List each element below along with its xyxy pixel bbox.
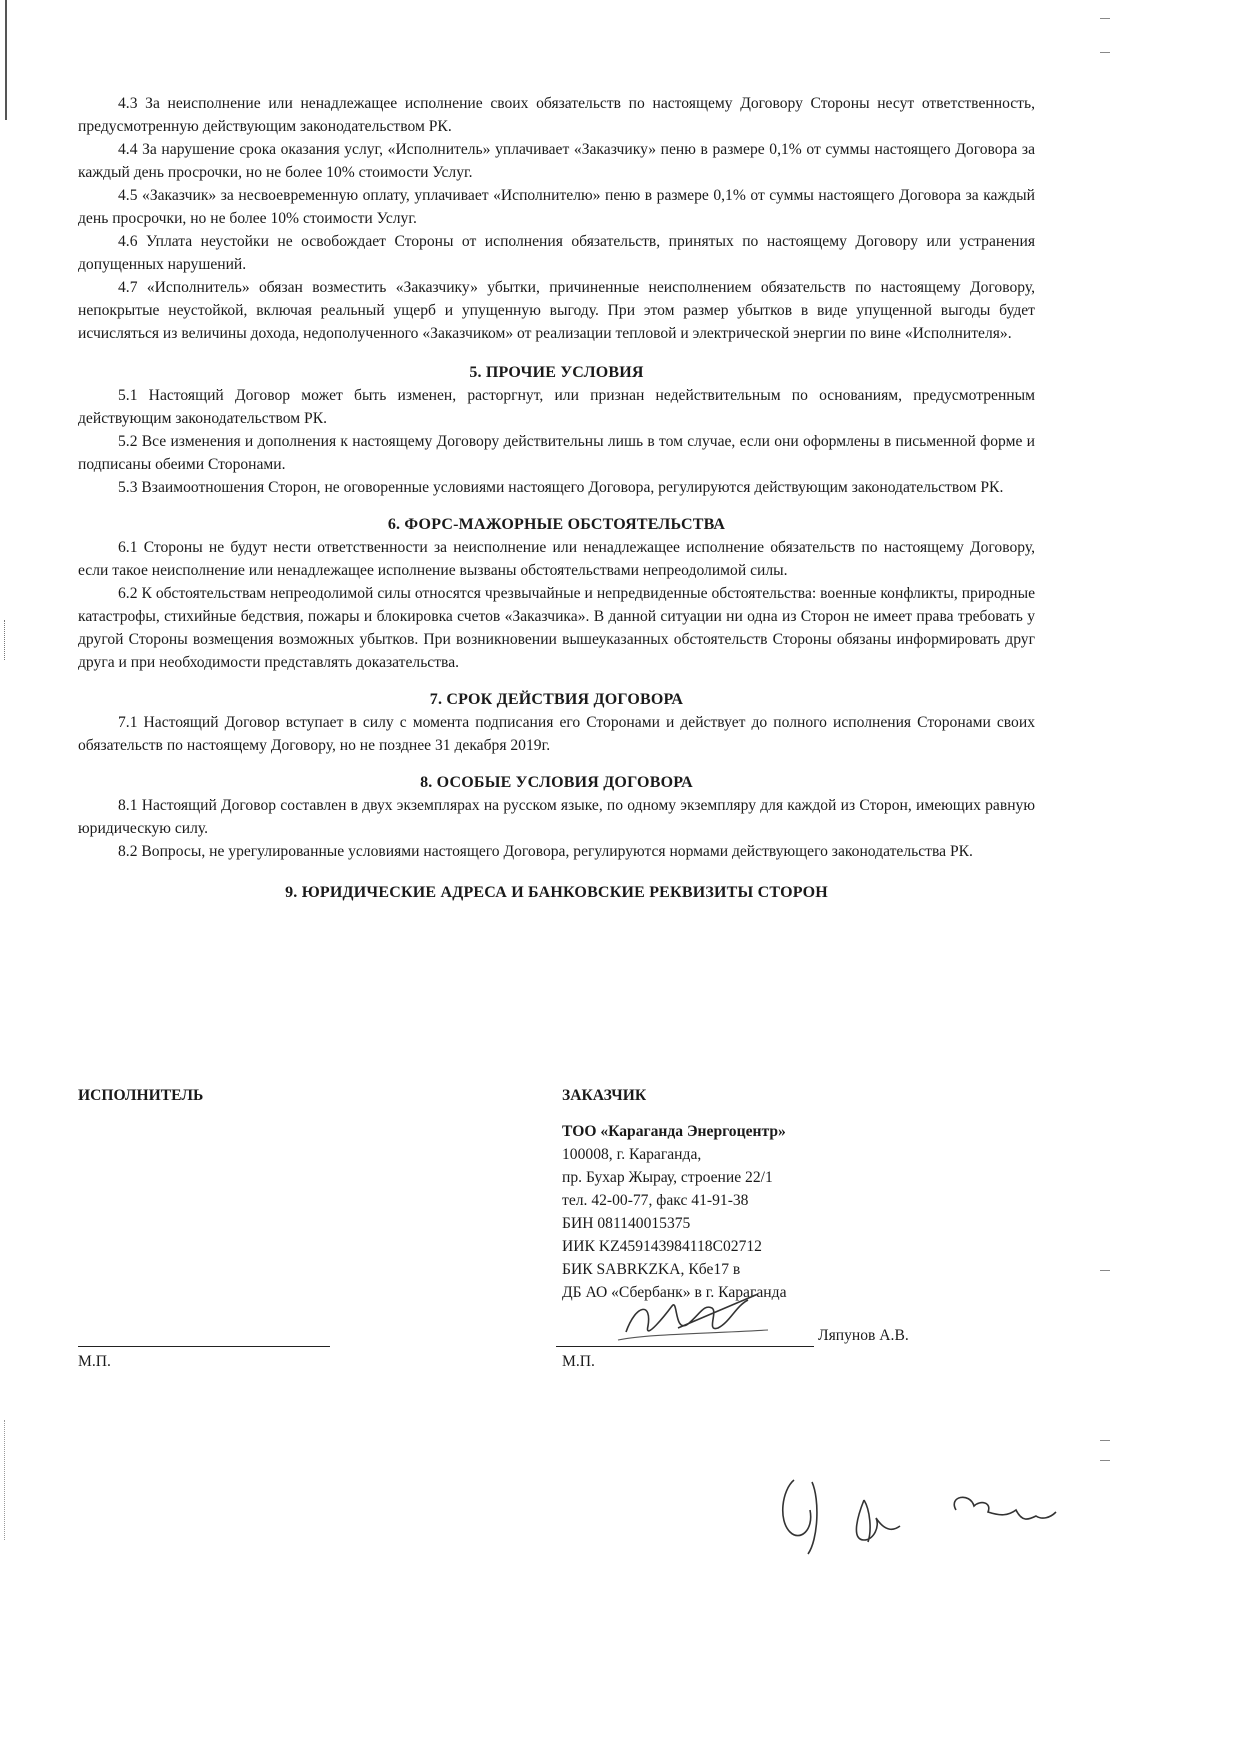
scan-edge-mark [5, 0, 7, 120]
scan-artifact [1100, 1270, 1110, 1271]
scan-artifact [1100, 18, 1110, 19]
customer-org-name: ТОО «Караганда Энергоцентр» [562, 1123, 786, 1140]
clause-8-1: 8.1 Настоящий Договор составлен в двух экземплярах на русском языке, по одному экземпляру для каждой из Сторон, имеющих равную юридическую силу. [78, 797, 1035, 837]
requisite-line: ДБ АО «Сбербанк» в г. Караганда [562, 1284, 787, 1301]
page-initials-signatures [760, 1470, 1060, 1560]
clause-4-7: 4.7 «Исполнитель» обязан возместить «Заказчику» убытки, причиненные неисполнением обязательств по настоящему Договору, непокрытые неустойкой, включая реальный ущерб и упущенную выгоду. При этом размер убытков в виде упущенной выгоды будет исчисляться из величины дохода, недополученного «Заказчиком» от реализации тепловой и электрической энергии по вине «Исполнителя». [78, 279, 1035, 342]
requisite-line: пр. Бухар Жырау, строение 22/1 [562, 1169, 773, 1186]
clause-6-1: 6.1 Стороны не будут нести ответственности за неисполнение или ненадлежащее исполнение обязательств по настоящему Договору, если такое неисполнение или ненадлежащее исполнение вызваны обстоятельствами непреодолимой силы. [78, 539, 1035, 579]
customer-title: ЗАКАЗЧИК [562, 1087, 647, 1104]
scan-artifact [4, 620, 6, 660]
section-5-heading: 5. ПРОЧИЕ УСЛОВИЯ [469, 364, 644, 381]
contractor-signature-line [78, 1346, 330, 1347]
contractor-title: ИСПОЛНИТЕЛЬ [78, 1087, 204, 1104]
clause-5-3: 5.3 Взаимоотношения Сторон, не оговоренные условиями настоящего Договора, регулируются действующим законодательством РК. [118, 479, 1004, 496]
signer-name: Ляпунов А.В. [818, 1327, 909, 1344]
parties-block [78, 1084, 1035, 1384]
section-8-heading: 8. ОСОБЫЕ УСЛОВИЯ ДОГОВОРА [420, 774, 693, 791]
section-6-heading: 6. ФОРС-МАЖОРНЫЕ ОБСТОЯТЕЛЬСТВА [387, 516, 726, 533]
scan-artifact [1100, 52, 1110, 53]
requisite-line: БИН 081140015375 [562, 1215, 691, 1232]
requisite-line: тел. 42-00-77, факс 41-91-38 [562, 1192, 749, 1209]
section-9-heading: 9. ЮРИДИЧЕСКИЕ АДРЕСА И БАНКОВСКИЕ РЕКВИЗИТЫ СТОРОН [285, 884, 828, 901]
clause-4-5: 4.5 «Заказчик» за несвоевременную оплату, уплачивает «Исполнителю» пеню в размере 0,1% от суммы настоящего Договора за каждый день просрочки, но не более 10% стоимости Услуг. [78, 187, 1035, 227]
stamp-place-left: М.П. [78, 1353, 111, 1370]
clause-7-1: 7.1 Настоящий Договор вступает в силу с момента подписания его Сторонами и действует до полного исполнения Сторонами своих обязательств по настоящему Договору, но не позднее 31 декабря 2019г. [78, 714, 1035, 754]
customer-signature [608, 1284, 808, 1354]
customer-requisites [562, 1120, 787, 1304]
scan-artifact [1100, 1440, 1110, 1441]
clause-5-1: 5.1 Настоящий Договор может быть изменен, расторгнут, или признан недействительным по основаниям, предусмотренным действующим законодательством РК. [78, 387, 1035, 427]
clause-4-6: 4.6 Уплата неустойки не освобождает Стороны от исполнения обязательств, принятых по настоящему Договору или устранения допущенных нарушений. [78, 233, 1035, 273]
requisite-line: 100008, г. Караганда, [562, 1146, 702, 1163]
requisite-line: БИК SABRKZKA, Кбе17 в [562, 1261, 741, 1278]
section-7-heading: 7. СРОК ДЕЙСТВИЯ ДОГОВОРА [429, 691, 684, 708]
scan-artifact [4, 1420, 6, 1540]
clause-5-2: 5.2 Все изменения и дополнения к настоящему Договору действительны лишь в том случае, если они оформлены в письменной форме и подписаны обеими Сторонами. [78, 433, 1035, 473]
stamp-place-right: М.П. [562, 1353, 595, 1370]
contract-body [78, 92, 1035, 904]
clause-4-3: 4.3 За неисполнение или ненадлежащее исполнение своих обязательств по настоящему Договору Стороны несут ответственность, предусмотренную действующим законодательством РК. [78, 95, 1035, 135]
scan-artifact [1100, 1460, 1110, 1461]
requisite-line: ИИК KZ459143984118C02712 [562, 1238, 762, 1255]
clause-4-4: 4.4 За нарушение срока оказания услуг, «Исполнитель» уплачивает «Заказчику» пеню в размере 0,1% от суммы настоящего Договора за каждый день просрочки, но не более 10% стоимости Услуг. [78, 141, 1035, 181]
clause-6-2: 6.2 К обстоятельствам непреодолимой силы относятся чрезвычайные и непредвиденные обстоятельства: военные конфликты, природные катастрофы, стихийные бедствия, пожары и блокировка счетов «Заказчика». В данной ситуации ни одна из Сторон не имеет права требовать у другой Стороны возмещения возможных убытков. При возникновении вышеуказанных обстоятельств Стороны обязаны информировать друг друга и при необходимости представлять доказательства. [78, 585, 1035, 671]
clause-8-2: 8.2 Вопросы, не урегулированные условиями настоящего Договора, регулируются нормами действующего законодательства РК. [118, 843, 973, 860]
